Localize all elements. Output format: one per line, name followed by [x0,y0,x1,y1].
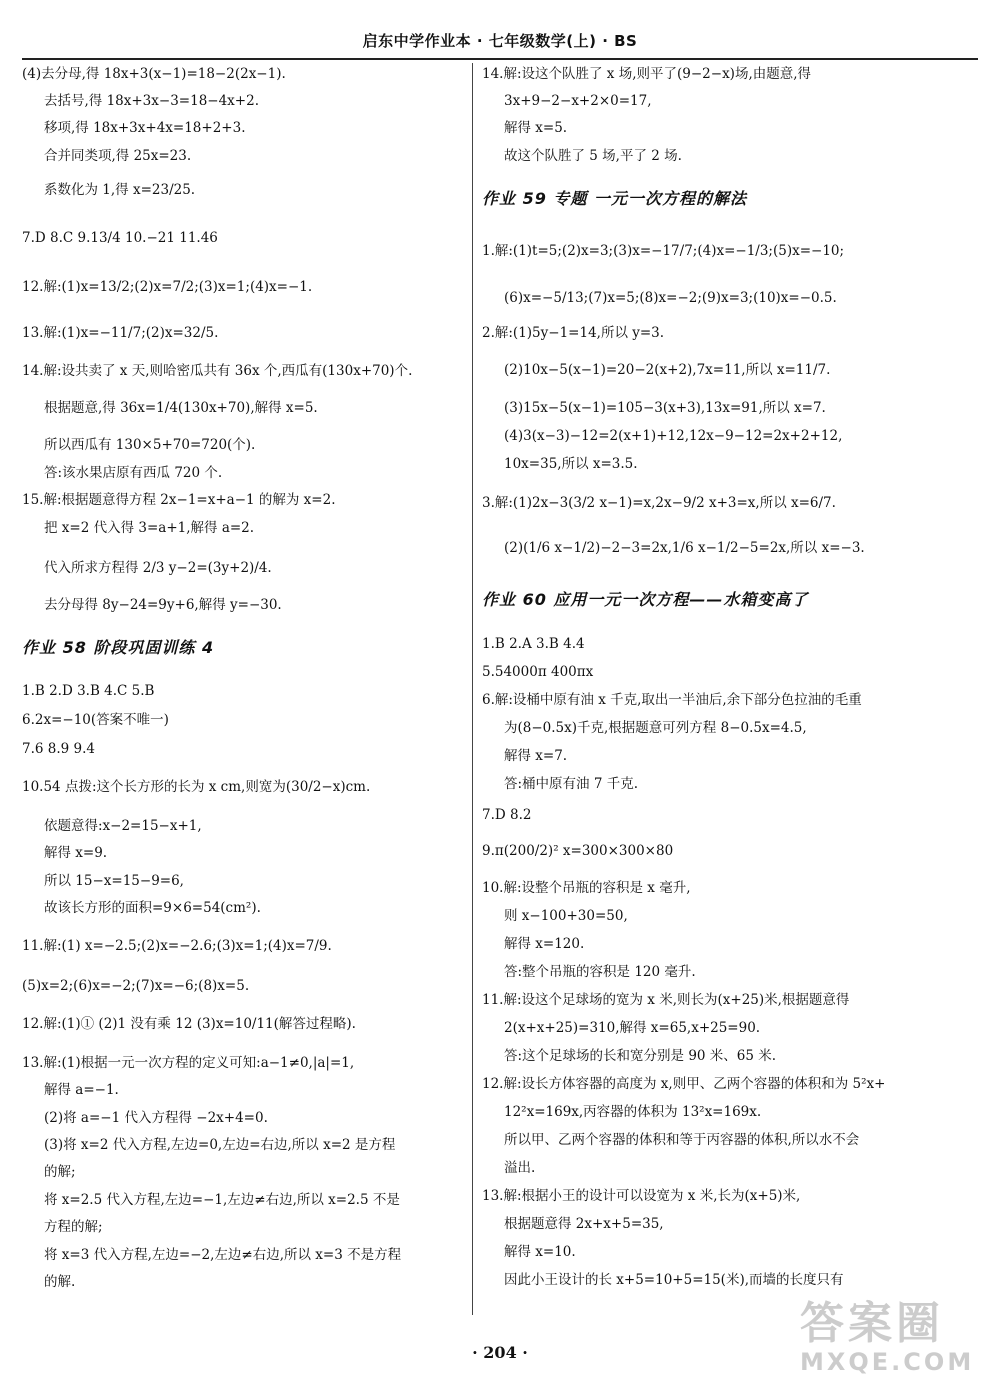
answer-line: 去分母得 8y−24=9y+6,解得 y=−30. [44,597,282,613]
section-heading-59: 作业 59 专题 一元一次方程的解法 [482,189,747,208]
answer-line: 所以甲、乙两个容器的体积和等于丙容器的体积,所以水不会 [504,1132,860,1148]
answer-line: 9.π(200/2)² x=300×300×80 [482,843,674,859]
page-number: · 204 · [472,1343,528,1362]
answer-line: 10.解:设整个吊瓶的容积是 x 毫升, [482,880,691,896]
answer-line: 答:整个吊瓶的容积是 120 毫升. [504,964,696,980]
answer-line: 2(x+x+25)=310,解得 x=65,x+25=90. [504,1020,761,1036]
answer-line: 因此小王设计的长 x+5=10+5=15(米),而墙的长度只有 [504,1272,844,1288]
answer-line: 11.解:设这个足球场的宽为 x 米,则长为(x+25)米,根据题意得 [482,992,850,1008]
answer-line: 解得 x=9. [44,845,108,861]
answer-line: 移项,得 18x+3x+4x=18+2+3. [44,120,246,136]
answer-line: 12.解:(1)① (2)1 没有乘 12 (3)x=10/11(解答过程略). [22,1016,356,1032]
answer-line: 6.解:设桶中原有油 x 千克,取出一半油后,余下部分色拉油的毛重 [482,692,862,708]
answer-line: 把 x=2 代入得 3=a+1,解得 a=2. [44,520,255,536]
answer-line: 根据题意得 2x+x+5=35, [504,1216,664,1232]
answer-line: 答:这个足球场的长和宽分别是 90 米、65 米. [504,1048,777,1064]
answer-line: 13.解:(1)x=−11/7;(2)x=32/5. [22,325,219,341]
answer-line: 1.B 2.D 3.B 4.C 5.B [22,683,155,699]
answer-line: 12.解:设长方体容器的高度为 x,则甲、乙两个容器的体积和为 5²x+ [482,1076,886,1092]
answer-line: 系数化为 1,得 x=23/25. [44,182,196,198]
answer-line: 7.D 8.2 [482,807,532,823]
section-heading-58: 作业 58 阶段巩固训练 4 [22,638,215,657]
answer-line: 6.2x=−10(答案不唯一) [22,712,169,728]
answer-line: 解得 x=120. [504,936,585,952]
answer-line: 11.解:(1) x=−2.5;(2)x=−2.6;(3)x=1;(4)x=7/9. [22,938,332,954]
answer-line: 3.解:(1)2x−3(3/2 x−1)=x,2x−9/2 x+3=x,所以 x=6/7. [482,495,836,511]
answer-line: 所以西瓜有 130×5+70=720(个). [44,437,256,453]
answer-line: 7.D 8.C 9.13/4 10.−21 11.46 [22,230,218,246]
answer-line: 2.解:(1)5y−1=14,所以 y=3. [482,325,665,341]
answer-line: 将 x=2.5 代入方程,左边=−1,左边≠右边,所以 x=2.5 不是 [44,1192,400,1208]
answer-line: (5)x=2;(6)x=−2;(7)x=−6;(8)x=5. [22,978,250,994]
answer-line: 12²x=169x,丙容器的体积为 13²x=169x. [504,1104,762,1120]
answer-line: 解得 a=−1. [44,1082,119,1098]
answer-line: 溢出. [504,1160,536,1176]
answer-line: 1.解:(1)t=5;(2)x=3;(3)x=−17/7;(4)x=−1/3;(5)x=−10; [482,243,845,259]
answer-line: 则 x−100+30=50, [504,908,628,924]
column-divider [472,63,473,1315]
answer-line: 1.B 2.A 3.B 4.4 [482,636,585,652]
answer-line: (4)3(x−3)−12=2(x+1)+12,12x−9−12=2x+2+12, [504,428,843,444]
answer-line: 解得 x=5. [504,120,568,136]
answer-line: 故该长方形的面积=9×6=54(cm²). [44,900,261,916]
page-header-title: 启东中学作业本 · 七年级数学(上) · BS [362,32,638,50]
answer-line: 的解; [44,1164,76,1180]
answer-line: 解得 x=7. [504,748,568,764]
answer-line: 为(8−0.5x)千克,根据题意可列方程 8−0.5x=4.5, [504,720,807,736]
answer-line: (2)(1/6 x−1/2)−2−3=2x,1/6 x−1/2−5=2x,所以 x=−3. [504,540,865,556]
answer-line: 3x+9−2−x+2×0=17, [504,93,652,109]
answer-line: (3)将 x=2 代入方程,左边=0,左边=右边,所以 x=2 是方程 [44,1137,396,1153]
watermark-logo-text: 答案圈 [800,1298,944,1349]
answer-line: (4)去分母,得 18x+3(x−1)=18−2(2x−1). [22,66,286,82]
section-heading-60: 作业 60 应用一元一次方程——水箱变高了 [482,590,809,609]
answer-line: 方程的解; [44,1219,103,1235]
answer-line: (6)x=−5/13;(7)x=5;(8)x=−2;(9)x=3;(10)x=−0.5. [504,290,837,306]
answer-line: 5.54000π 400πx [482,664,594,680]
answer-line: 去括号,得 18x+3x−3=18−4x+2. [44,93,259,109]
answer-line: 10.54 点拨:这个长方形的长为 x cm,则宽为(30/2−x)cm. [22,779,371,795]
answer-line: 14.解:设共卖了 x 天,则哈密瓜共有 36x 个,西瓜有(130x+70)个. [22,363,413,379]
answer-line: 13.解:(1)根据一元一次方程的定义可知:a−1≠0,|a|=1, [22,1055,355,1071]
answer-line: 合并同类项,得 25x=23. [44,148,192,164]
watermark [800,1300,974,1376]
answer-line: 依题意得:x−2=15−x+1, [44,818,202,834]
answer-line: 所以 15−x=15−9=6, [44,873,184,889]
answer-line: 14.解:设这个队胜了 x 场,则平了(9−2−x)场,由题意,得 [482,66,812,82]
answer-line: 解得 x=10. [504,1244,576,1260]
answer-line: 答:桶中原有油 7 千克. [504,776,639,792]
answer-line: (3)15x−5(x−1)=105−3(x+3),13x=91,所以 x=7. [504,400,826,416]
answer-line: 根据题意,得 36x=1/4(130x+70),解得 x=5. [44,400,318,416]
header-rule [22,58,978,60]
answer-line: 7.6 8.9 9.4 [22,741,95,757]
answer-line: 10x=35,所以 x=3.5. [504,456,638,472]
answer-line: 的解. [44,1274,76,1290]
answer-line: 13.解:根据小王的设计可以设宽为 x 米,长为(x+5)米, [482,1188,801,1204]
answer-line: 代入所求方程得 2/3 y−2=(3y+2)/4. [44,560,272,576]
answer-line: 故这个队胜了 5 场,平了 2 场. [504,148,682,164]
answer-line: 将 x=3 代入方程,左边=−2,左边≠右边,所以 x=3 不是方程 [44,1247,402,1263]
answer-line: 答:该水果店原有西瓜 720 个. [44,465,223,481]
answer-line: (2)将 a=−1 代入方程得 −2x+4=0. [44,1110,268,1126]
answer-line: 15.解:根据题意得方程 2x−1=x+a−1 的解为 x=2. [22,492,336,508]
answer-line: 12.解:(1)x=13/2;(2)x=7/2;(3)x=1;(4)x=−1. [22,279,313,295]
watermark-url: MXQE.COM [800,1348,975,1376]
answer-line: (2)10x−5(x−1)=20−2(x+2),7x=11,所以 x=11/7. [504,362,831,378]
